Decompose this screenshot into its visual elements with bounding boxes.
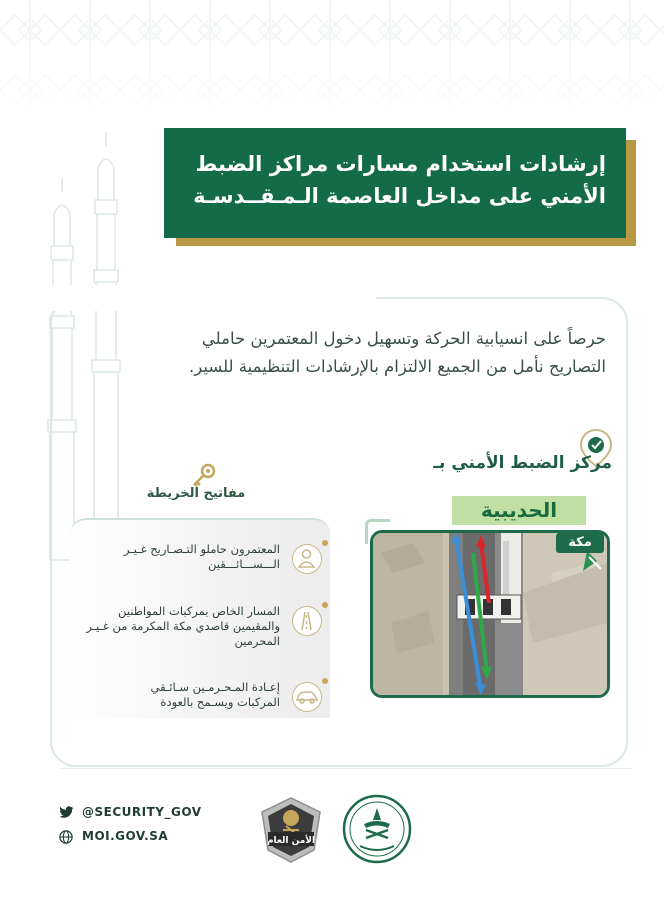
city-badge: الحديبية (452, 496, 586, 525)
intro-line-1: حرصاً على انسيابية الحركة وتسهيل دخول المعتمرين حاملي (201, 329, 606, 348)
legend-text-line: والمقيمين قاصدي مكة المكرمة من غـيـر (86, 619, 280, 633)
legend-text-line: المسار الخاص بمركبات المواطنين (118, 604, 280, 618)
public-security-emblem-icon (256, 792, 326, 866)
legend-item (70, 540, 330, 594)
legend-text-line: المعتمرون حاملو التـصـاريح غـيـر (124, 542, 280, 556)
legend-dot (322, 540, 328, 546)
twitter-icon[interactable] (60, 806, 74, 818)
pilgrim-driver-icon (292, 544, 322, 574)
emblem-text: الأمن العام (266, 836, 316, 846)
intro-paragraph (120, 325, 606, 381)
legend-item (70, 602, 330, 656)
intro-line-2: التصاريح نأمل من الجميع الالتزام بالإرشادات التنظيمية للسير. (189, 357, 606, 376)
legend-panel (70, 518, 330, 718)
legend-text (80, 542, 280, 572)
makkah-map-tag: مكة (556, 533, 604, 553)
twitter-handle[interactable]: @SECURITY_GOV (82, 805, 202, 819)
legend-dot (322, 602, 328, 608)
legend-text-line: إعـادة المـحـرمـين سـائـقي (150, 680, 280, 694)
website-link[interactable]: MOI.GOV.SA (82, 829, 169, 843)
legend-text (80, 680, 280, 710)
title-line-2: الأمني على مداخل العاصمة الـمـقــدسـة (193, 184, 606, 208)
legend-text-line: المحرمين (234, 634, 280, 648)
legend-item (70, 678, 330, 732)
ministry-interior-emblem-icon (342, 794, 412, 864)
legend-dot (322, 678, 328, 684)
road-lane-icon (292, 606, 322, 636)
footer-divider (60, 768, 632, 769)
title-line-1: إرشادات استخدام مسارات مراكز الضبط (195, 152, 606, 176)
checkpoint-label: مركز الضبط الأمني بـ (433, 453, 612, 473)
title-banner (164, 128, 626, 238)
legend-title: مفاتيح الخريطة (146, 486, 246, 501)
map-image (373, 533, 607, 695)
globe-icon (59, 830, 73, 844)
satellite-map (370, 530, 610, 698)
legend-text-line: المركبات ويسـمح بالعودة (160, 695, 280, 709)
legend-text (80, 604, 280, 649)
frame-gap (46, 285, 376, 311)
legend-text-line: الـــســـائـــقين (207, 557, 280, 571)
car-icon (292, 682, 322, 712)
